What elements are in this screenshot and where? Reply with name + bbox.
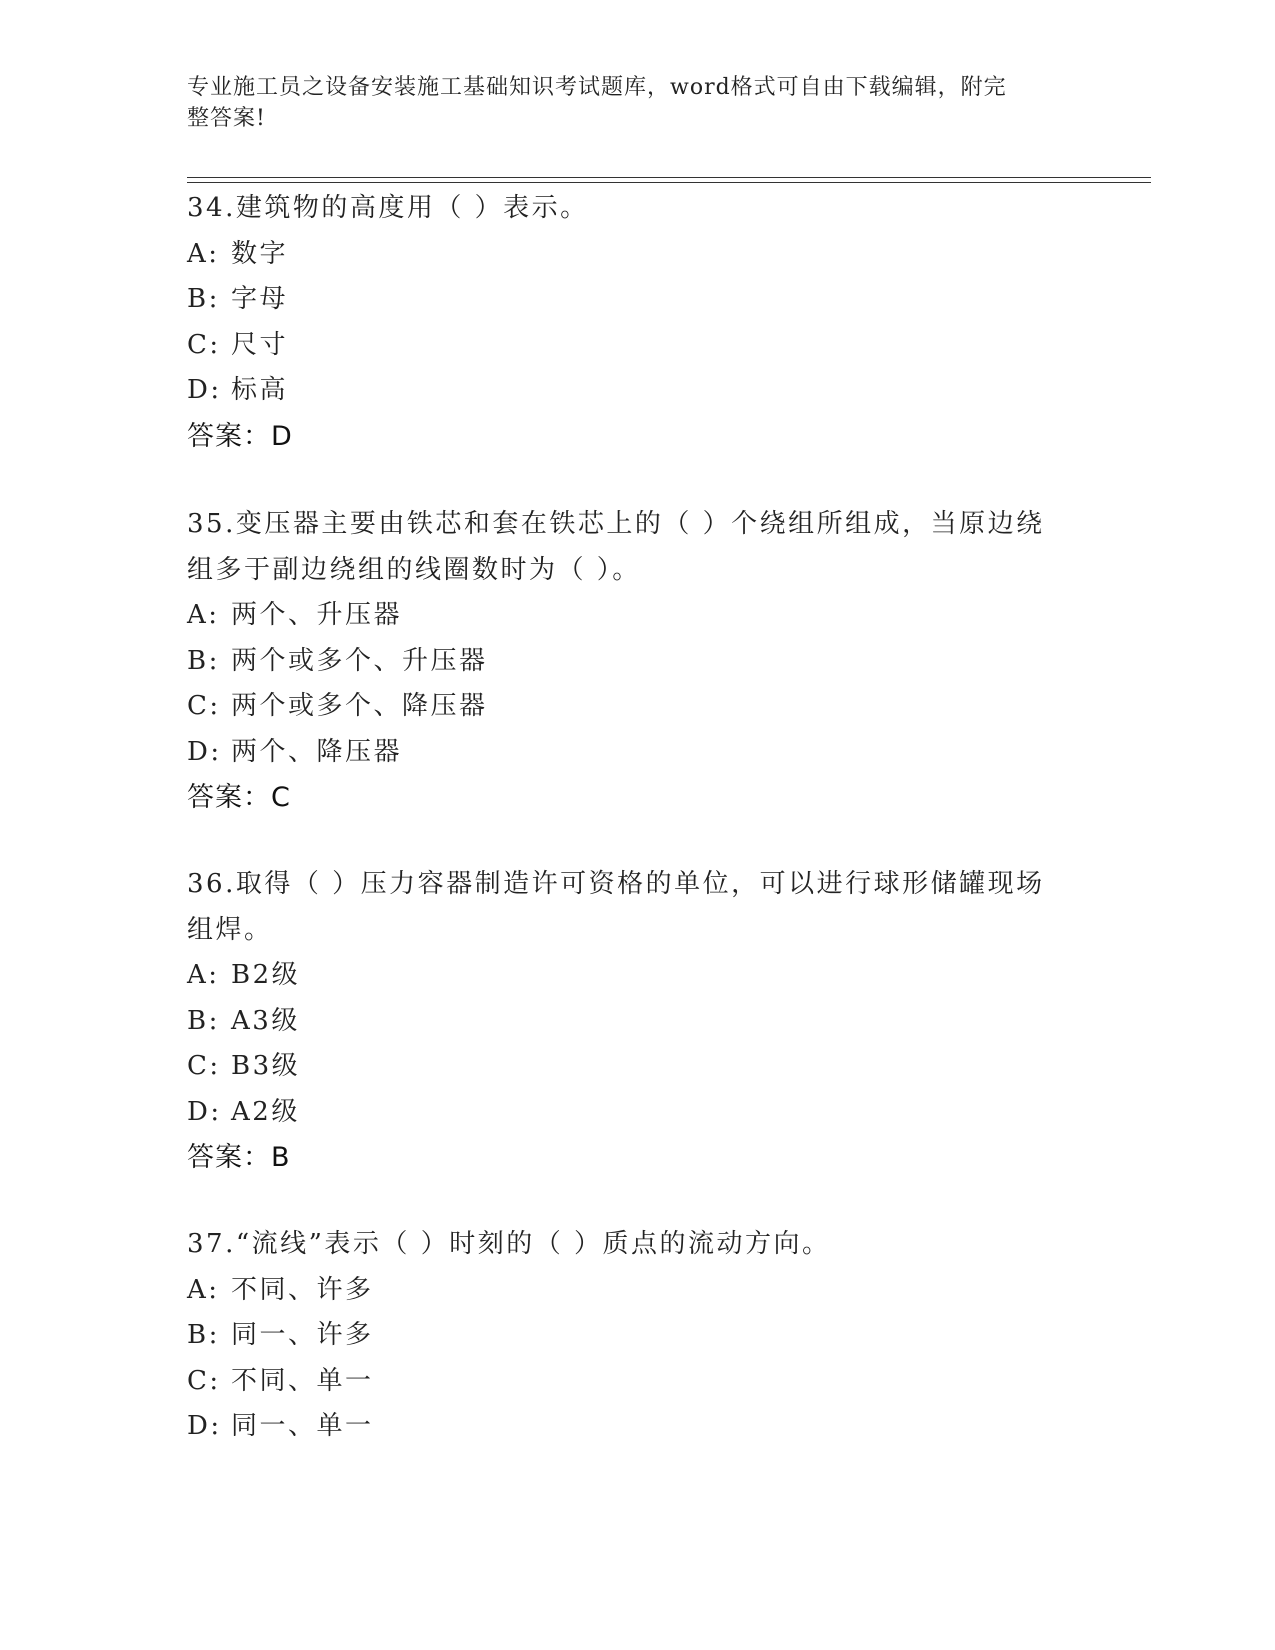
option-letter: B: [187, 284, 220, 314]
option-a [187, 232, 1067, 278]
option-letter: A: [187, 238, 220, 269]
option-text: 同一、单一 [231, 1411, 374, 1441]
option-letter: A: [187, 960, 220, 990]
option-d [187, 368, 1067, 414]
option-text: A2级 [231, 1096, 300, 1127]
option-letter: A: [187, 1274, 220, 1305]
answer-line: 答案：B [187, 1142, 291, 1173]
header-divider-top [187, 177, 1151, 178]
option-text: B3级 [231, 1051, 301, 1081]
option-text: 同一、许多 [231, 1320, 374, 1350]
option-letter: D: [187, 1096, 222, 1127]
option-a [187, 1268, 1067, 1314]
option-d [187, 1090, 1067, 1136]
answer-line: 答案：D [187, 420, 293, 452]
option-text: 字母 [231, 284, 289, 314]
option-text: 标高 [231, 375, 289, 405]
option-text: 数字 [231, 238, 289, 269]
header-line-1: 专业施工员之设备安装施工基础知识考试题库，word格式可自由下载编辑，附完 [187, 75, 1007, 100]
option-letter: D: [187, 736, 222, 767]
option-b [187, 999, 1067, 1045]
question-34 [187, 186, 1067, 459]
option-letter: C: [187, 691, 221, 721]
option-letter: D: [187, 1411, 222, 1441]
option-text: 两个、升压器 [231, 600, 403, 630]
option-c [187, 1044, 1067, 1090]
question-stem: 35.变压器主要由铁芯和套在铁芯上的（ ）个绕组所组成，当原边绕组多于副边绕组的线圈数时为（ ）。 [187, 509, 1045, 585]
question-36 [187, 862, 1067, 1181]
option-letter: C: [187, 1365, 221, 1396]
question-stem: 36.取得（ ）压力容器制造许可资格的单位，可以进行球形储罐现场组焊。 [187, 869, 1045, 945]
document-header [187, 72, 1067, 134]
option-letter: D: [187, 375, 222, 405]
option-text: B2级 [231, 960, 301, 990]
option-text: 尺寸 [231, 329, 289, 360]
option-letter: C: [187, 329, 221, 360]
question-stem: 37.“流线”表示（ ）时刻的（ ）质点的流动方向。 [187, 1229, 831, 1259]
question-37 [187, 1222, 1067, 1450]
option-letter: A: [187, 600, 220, 630]
option-letter: B: [187, 1320, 220, 1350]
option-letter: B: [187, 1005, 220, 1036]
answer-line: 答案：C [187, 782, 291, 813]
option-a [187, 953, 1067, 999]
option-d [187, 730, 1067, 776]
option-text: 两个或多个、升压器 [231, 645, 488, 676]
option-text: 不同、单一 [231, 1365, 374, 1396]
question-35 [187, 502, 1067, 821]
option-c [187, 323, 1067, 369]
option-b [187, 277, 1067, 323]
option-b [187, 639, 1067, 685]
option-letter: C: [187, 1051, 221, 1081]
header-divider-bottom [187, 182, 1151, 183]
option-text: 两个、降压器 [231, 736, 403, 767]
option-letter: B: [187, 645, 220, 676]
option-b [187, 1313, 1067, 1359]
option-c [187, 684, 1067, 730]
option-text: 不同、许多 [231, 1274, 374, 1305]
option-c [187, 1359, 1067, 1405]
option-text: 两个或多个、降压器 [231, 691, 488, 721]
header-line-2: 整答案! [187, 106, 266, 131]
question-stem: 34.建筑物的高度用（ ）表示。 [187, 193, 589, 223]
option-a [187, 593, 1067, 639]
option-text: A3级 [231, 1005, 300, 1036]
option-d [187, 1404, 1067, 1450]
